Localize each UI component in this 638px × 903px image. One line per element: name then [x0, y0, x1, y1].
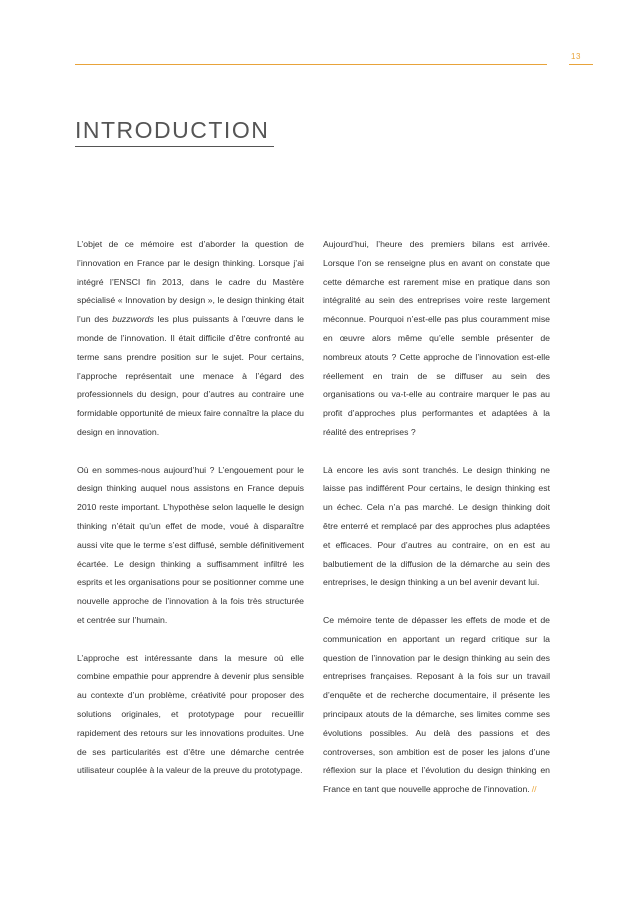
- section-title: INTRODUCTION: [75, 117, 270, 143]
- right-paragraph-3: [323, 611, 550, 799]
- right-column: [323, 235, 550, 818]
- right-paragraph-1: Aujourd’hui, l’heure des premiers bilans est arrivée. Lorsque l’on se renseigne plus en avant on constate que cette démarche est rarement mise en pratique dans son intégralité au sein des entreprises voire reste largement méconnue. Pourquoi n’est-elle pas plus couramment mise en œuvre alors même qu’elle semble présenter de nombreux atouts ? Cette approche de l’innovation est-elle réellement en train de se diffuser au sein des organisations ou va-t-elle au contraire marquer le pas au profit d’approches plus performantes et adaptées à la réalité des entreprises ?: [323, 239, 550, 437]
- left-p1-text-before: L’objet de ce mémoire est d’aborder la question de l’innovation en France par le design thinking. Lorsque j’ai intégré l’ENSCI fin 2013, dans le cadre du Mastère spécialisé « Innovation by design », le design thinking était l’un des: [77, 239, 304, 325]
- left-paragraph-1: [77, 235, 304, 442]
- header-rule: [75, 64, 547, 65]
- title-underline: [75, 146, 274, 147]
- page-number-underline: [569, 64, 593, 65]
- left-paragraph-3: L’approche est intéressante dans la mesure où elle combine empathie pour apprendre à devenir plus sensible au contexte d’un problème, créativité pour proposer des solutions originales, et prototypage pour recueillir rapidement des retours sur les innovations produites. Une de ses particularités est d’être une démarche centrée utilisateur couplée à la valeur de la preuve du prototypage.: [77, 652, 304, 776]
- left-paragraph-2: Où en sommes-nous aujourd’hui ? L’engouement pour le design thinking auquel nous assistons en France depuis 2010 reste important. L’hypothèse selon laquelle le design thinking n’était qu’un effet de mode, voué à disparaître aussi vite que le terme s’est diffusé, semble définitivement écartée. Le design thinking a suffisamment infiltré les esprits et les organisations pour se positionner comme une nouvelle approche de l’innovation à la fois très structurée et centrée sur l’humain.: [77, 464, 304, 625]
- page-number: 13: [571, 52, 581, 61]
- end-mark: //: [531, 784, 537, 795]
- right-paragraph-2: Là encore les avis sont tranchés. Le design thinking ne laisse pas indifférent Pour certains, le design thinking est un échec. Cela n’a pas marché. Le design thinking doit être enterré et remplacé par des approches plus adaptées et efficaces. Pour d’autres au contraire, on en est au balbutiement de la diffusion de la démarche au sein des entreprises, le design thinking a un bel avenir devant lui.: [323, 464, 550, 588]
- left-column: [77, 235, 304, 799]
- right-p3-text: Ce mémoire tente de dépasser les effets de mode et de communication en apportant un regard critique sur la question de l’innovation par le design thinking au sein des entreprises françaises. Reposant à la fois sur un travail d’enquête et de recherche documentaire, il présente les principaux atouts de la démarche, ses limites comme ses évolutions possibles. Au delà des passions et des controverses, son ambition est de poser les jalons d’une réflexion sur la place et l’évolution du design thinking en France en tant que nouvelle approche de l’innovation.: [323, 614, 550, 795]
- left-p1-emphasis: buzzwords: [112, 314, 154, 325]
- left-p1-text-after: les plus puissants à l’œuvre dans le monde de l’innovation. Il était difficile d’être confronté au terme sans prendre position sur le sujet. Pour certains, l’approche représentait une menace à l’égard des professionnels du design, pour d’autres au contraire une formidable opportunité de mieux faire connaître la place du design en innovation.: [77, 314, 304, 437]
